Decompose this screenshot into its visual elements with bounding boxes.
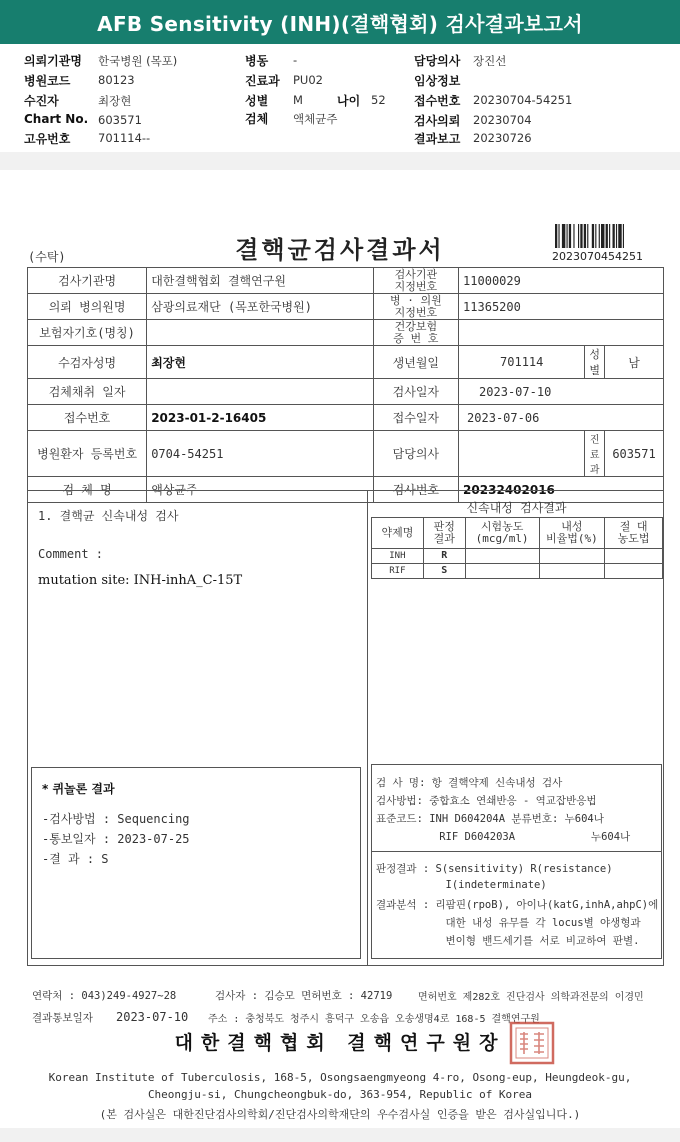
address: 주소 : 충청북도 청주시 흥덕구 오송읍 오송생명4로 168-5 결핵연구원 bbox=[208, 1014, 540, 1025]
info-label: 성별 bbox=[245, 94, 269, 108]
info-value: 52 bbox=[371, 93, 386, 107]
table-value: 2023-07-10 bbox=[459, 379, 664, 405]
info-label: 나이 bbox=[337, 94, 361, 108]
report-title: AFB Sensitivity (INH)(결핵협회) 검사결과보고서 bbox=[0, 0, 680, 44]
method-line: 변이형 밴드세기를 서로 비교하여 판별. bbox=[376, 935, 640, 947]
info-label: 의뢰기관명 bbox=[24, 54, 82, 68]
method-line: 대한 내성 유무를 각 locus별 야생형과 bbox=[376, 917, 641, 929]
patient-name: 최장현 bbox=[147, 346, 373, 379]
sensitivity-table bbox=[371, 517, 663, 579]
table-value bbox=[459, 320, 664, 346]
table-label: 생년월일 bbox=[373, 346, 458, 379]
table-label: 성별 bbox=[585, 346, 605, 379]
quinolone-line: -검사방법 : Sequencing bbox=[42, 812, 190, 826]
info-label: 검체 bbox=[245, 112, 269, 126]
info-value: 장진선 bbox=[473, 54, 507, 68]
contact-info: 연락처 : 043)249-4927~28 bbox=[32, 990, 177, 1002]
info-label: Chart No. bbox=[24, 112, 89, 126]
info-label: 접수번호 bbox=[414, 94, 461, 108]
official-seal-icon bbox=[508, 1020, 556, 1066]
table-value bbox=[147, 320, 373, 346]
test-method-box bbox=[371, 764, 662, 959]
info-label: 고유번호 bbox=[24, 132, 71, 146]
table-value: 0704-54251 bbox=[147, 431, 373, 477]
table-label: 병 · 의원 지정번호 bbox=[373, 294, 458, 320]
sensitivity-title: 신속내성 검사결과 bbox=[466, 501, 567, 515]
info-label: 병동 bbox=[245, 54, 269, 68]
table-label: 검사기관 지정번호 bbox=[373, 268, 458, 294]
table-label: 검사기관명 bbox=[28, 268, 147, 294]
info-value: PU02 bbox=[293, 73, 323, 87]
comment-label: Comment : bbox=[38, 547, 104, 561]
table-label: 건강보험 증 번 호 bbox=[373, 320, 458, 346]
table-value: 11365200 bbox=[459, 294, 664, 320]
info-label: 임상정보 bbox=[414, 74, 461, 88]
info-label: 검사의뢰 bbox=[414, 114, 461, 128]
table-value: 액상균주 bbox=[147, 477, 373, 503]
patient-info-table bbox=[27, 267, 664, 503]
sensitivity-header: 시험농도 (mcg/ml) bbox=[465, 518, 539, 549]
barcode-image bbox=[555, 224, 647, 248]
info-value: 603571 bbox=[98, 113, 142, 127]
method-line: 판정결과 : S(sensitivity) R(resistance) bbox=[376, 863, 613, 875]
table-value bbox=[147, 379, 373, 405]
english-address-line-2: Cheongju-si, Chungcheongbuk-do, 363-954, Republic of Korea bbox=[147, 1088, 533, 1101]
quinolone-title: * 퀴놀론 결과 bbox=[42, 782, 115, 796]
test-result-section bbox=[27, 490, 664, 966]
sensitivity-header: 내성 비율법(%) bbox=[539, 518, 605, 549]
table-value: 대한결핵협회 결핵연구원 bbox=[147, 268, 373, 294]
barcode-number: 2023070454251 bbox=[552, 250, 643, 263]
table-label: 접수일자 bbox=[373, 405, 458, 431]
table-row: RIF S bbox=[372, 564, 663, 579]
method-line: 검사방법: 중합효소 연쇄반응 - 역교잡반응법 bbox=[376, 795, 597, 807]
info-value: 20230726 bbox=[473, 131, 532, 145]
document-title: 결핵균검사결과서 bbox=[235, 235, 445, 264]
sensitivity-header: 판정 결과 bbox=[423, 518, 465, 549]
info-label: 담당의사 bbox=[414, 54, 461, 68]
table-value: 2023-07-06 bbox=[459, 405, 664, 431]
quinolone-line: -결 과 : S bbox=[42, 852, 109, 866]
info-value: 20230704-54251 bbox=[473, 93, 573, 107]
scanned-result-document bbox=[0, 170, 680, 1128]
info-value: 80123 bbox=[98, 73, 135, 87]
method-line: 결과분석 : 리팜핀(rpoB), 아이나(katG,inhA,ahpC)에 bbox=[376, 899, 659, 911]
info-value: M bbox=[293, 93, 303, 107]
table-value: 삼광의료재단 (목포한국병원) bbox=[147, 294, 373, 320]
notify-date: 2023-07-10 bbox=[116, 1010, 189, 1024]
info-label: 병원코드 bbox=[24, 74, 71, 88]
table-row: INH R bbox=[372, 549, 663, 564]
table-label: 진료과 bbox=[585, 431, 605, 477]
bottom-strip bbox=[0, 1128, 680, 1142]
table-label: 보험자기호(명칭) bbox=[28, 320, 147, 346]
table-label: 접수번호 bbox=[28, 405, 147, 431]
info-value: 한국병원 (목포) bbox=[98, 54, 178, 68]
info-value: 701114-- bbox=[98, 131, 151, 145]
mutation-site: mutation site: INH-inhA_C-15T bbox=[38, 573, 243, 588]
method-line: 표준코드: INH D604204A 분류번호: 누604나 bbox=[376, 813, 604, 825]
info-label: 진료과 bbox=[245, 74, 280, 88]
table-label: 의뢰 병의원명 bbox=[28, 294, 147, 320]
table-label: 병원환자 등록번호 bbox=[28, 431, 147, 477]
report-info-panel bbox=[0, 44, 680, 152]
result-left-panel bbox=[28, 491, 368, 965]
separator-strip bbox=[0, 152, 680, 170]
info-label: 수진자 bbox=[24, 94, 59, 108]
method-line: 검 사 명: 항 결핵약제 신속내성 검사 bbox=[376, 777, 563, 789]
sensitivity-header: 약제명 bbox=[372, 518, 424, 549]
info-value: 20230704 bbox=[473, 113, 532, 127]
license-info: 면허번호 제282호 진단검사 의학과전문의 이경민 bbox=[418, 992, 644, 1003]
certification-note: (본 검사실은 대한진단검사의학회/진단검사의학재단의 우수검사실 인증을 받은 검사실입니다.) bbox=[99, 1108, 581, 1121]
section-title: 1. 결핵균 신속내성 검사 bbox=[38, 509, 179, 523]
info-value: 액체균주 bbox=[293, 112, 338, 126]
table-label: 담당의사 bbox=[373, 431, 458, 477]
notify-label: 결과통보일자 bbox=[32, 1012, 93, 1024]
table-value: 701114 bbox=[459, 346, 585, 379]
english-address-line-1: Korean Institute of Tuberculosis, 168-5, Osongsaengmyeong 4-ro, Osong-eup, Heungdeok-gu, bbox=[48, 1071, 632, 1084]
table-value: 11000029 bbox=[459, 268, 664, 294]
table-value bbox=[459, 431, 585, 477]
table-label: 검사번호 bbox=[373, 477, 458, 503]
table-label: 검체채취 일자 bbox=[28, 379, 147, 405]
tester-info: 검사자 : 김승모 면허번호 : 42719 bbox=[215, 990, 393, 1002]
info-value: - bbox=[293, 53, 298, 67]
sensitivity-header: 절 대 농도법 bbox=[605, 518, 663, 549]
quinolone-result-box bbox=[31, 767, 361, 959]
info-value: 최장현 bbox=[98, 94, 132, 108]
table-value: 603571 bbox=[605, 431, 664, 477]
method-line: I(indeterminate) bbox=[376, 879, 547, 891]
table-value: 남 bbox=[605, 346, 664, 379]
table-label: 검 체 명 bbox=[28, 477, 147, 503]
info-label: 결과보고 bbox=[414, 132, 461, 146]
divider bbox=[372, 851, 661, 852]
contract-type-note: (수탁) bbox=[28, 250, 66, 264]
method-line: RIF D604203A 누604나 bbox=[376, 831, 631, 843]
table-label: 검사일자 bbox=[373, 379, 458, 405]
institute-name: 대한결핵협회 결핵연구원장 bbox=[174, 1032, 506, 1054]
quinolone-line: -통보일자 : 2023-07-25 bbox=[42, 832, 190, 846]
table-label: 수검자성명 bbox=[28, 346, 147, 379]
test-number: 20232402016 bbox=[459, 477, 664, 503]
receipt-number: 2023-01-2-16405 bbox=[147, 405, 373, 431]
